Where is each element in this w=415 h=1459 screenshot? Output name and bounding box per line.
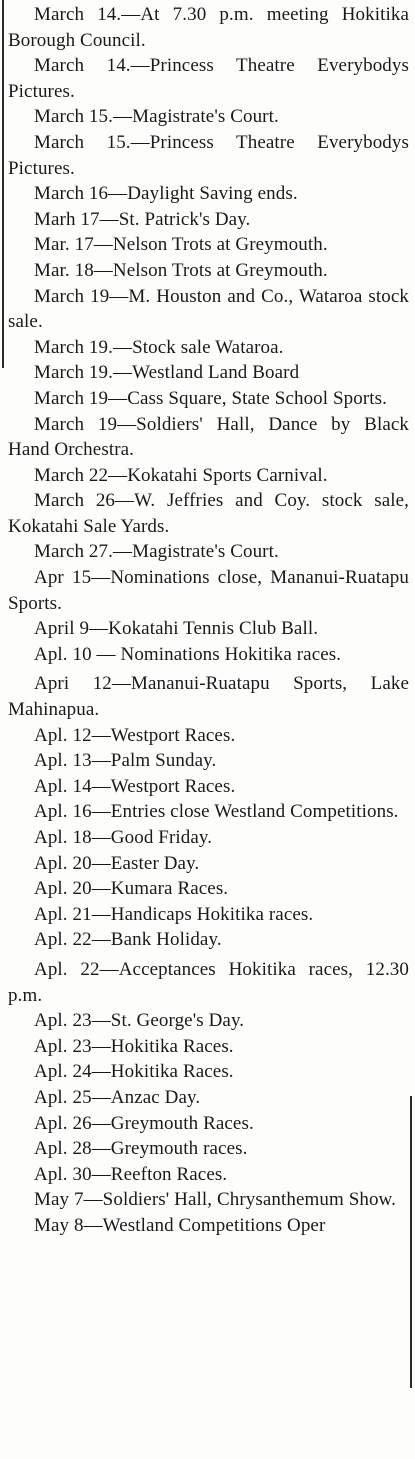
event-entry: Marh 17—St. Patrick's Day. bbox=[34, 208, 251, 230]
event-entry: March 19.—Stock sale Wataroa. bbox=[34, 336, 284, 358]
event-entry: Apl. 25—Anzac Day. bbox=[34, 1086, 201, 1108]
event-entry: March 19—Cass Square, State School Sports. bbox=[34, 387, 388, 409]
event-entry: Apl. 20—Easter Day. bbox=[34, 852, 200, 874]
event-entry: Apl. 18—Good Friday. bbox=[34, 827, 213, 848]
event-entry: May 7—Soldiers' Hall, Chrysanthemum Show. bbox=[34, 1189, 396, 1211]
event-entry: March 19.—Westland Land Board bbox=[34, 362, 300, 384]
event-entry: Apl. 22—Bank Holiday. bbox=[34, 929, 222, 951]
event-entry: March 16—Daylight Saving ends. bbox=[34, 183, 298, 205]
event-entry: Mar. 18—Nelson Trots at Greymouth. bbox=[34, 259, 328, 281]
event-entry: Apl. 12—Westport Races. bbox=[34, 724, 236, 746]
event-entry: March 14.—At 7.30 p.m. meeting Hokitika Borough Council. bbox=[8, 4, 409, 51]
event-entry: March 26—W. Jeffries and Coy. stock sale, Kokatahi Sale Yards. bbox=[8, 490, 409, 537]
event-entry: March 19—M. Houston and Co., Wataroa stock sale. bbox=[8, 285, 409, 333]
event-entry: March 22—Kokatahi Sports Carnival. bbox=[34, 464, 328, 486]
event-entry: Mar. 17—Nelson Trots at Greymouth. bbox=[34, 234, 328, 256]
event-entry: March 15.—Magistrate's Court. bbox=[34, 106, 279, 128]
event-entry: Apl. 16—Entries close Westland Competitions. bbox=[34, 801, 399, 823]
events-column bbox=[8, 2, 409, 1239]
event-entry: Apl. 23—St. George's Day. bbox=[34, 1010, 245, 1032]
event-entry: Apl. 13—Palm Sunday. bbox=[34, 750, 217, 772]
event-entry: Apl. 28—Greymouth races. bbox=[34, 1138, 248, 1160]
event-entry: Apri 12—Mananui-Ruatapu Sports, Lake Mahinapua. bbox=[8, 673, 409, 721]
event-entry: Apl. 26—Greymouth Races. bbox=[34, 1112, 254, 1134]
event-entry: Apl. 24—Hokitika Races. bbox=[34, 1061, 234, 1083]
event-entry: Apl. 14—Westport Races. bbox=[34, 775, 236, 797]
event-entry: Apl. 22—Acceptances Hokitika races, 12.30 p.m. bbox=[8, 958, 409, 1006]
event-entry: March 15.—Princess Theatre Everybodys Pictures. bbox=[8, 131, 409, 179]
left-column-rule bbox=[2, 0, 4, 368]
event-entry: Apl. 21—Handicaps Hokitika races. bbox=[34, 903, 314, 925]
event-entry: Apl. 10 — Nominations Hokitika races. bbox=[34, 643, 342, 665]
event-entry: April 9—Kokatahi Tennis Club Ball. bbox=[34, 618, 319, 640]
event-entry: March 14.—Princess Theatre Everybodys Pictures. bbox=[8, 55, 409, 102]
event-entry: May 8—Westland Competitions Oper bbox=[34, 1214, 326, 1236]
event-entry: Apl. 23—Hokitika Races. bbox=[34, 1035, 234, 1057]
right-column-rule bbox=[410, 1096, 412, 1388]
event-entry: March 19—Soldiers' Hall, Dance by Black Hand Orchestra. bbox=[8, 413, 409, 461]
event-entry: Apl. 20—Kumara Races. bbox=[34, 878, 229, 900]
event-entry: March 27.—Magistrate's Court. bbox=[34, 541, 279, 563]
event-entry: Apl. 30—Reefton Races. bbox=[34, 1163, 228, 1185]
event-entry: Apr 15—Nominations close, Mananui-Ruatapu Sports. bbox=[8, 567, 409, 614]
